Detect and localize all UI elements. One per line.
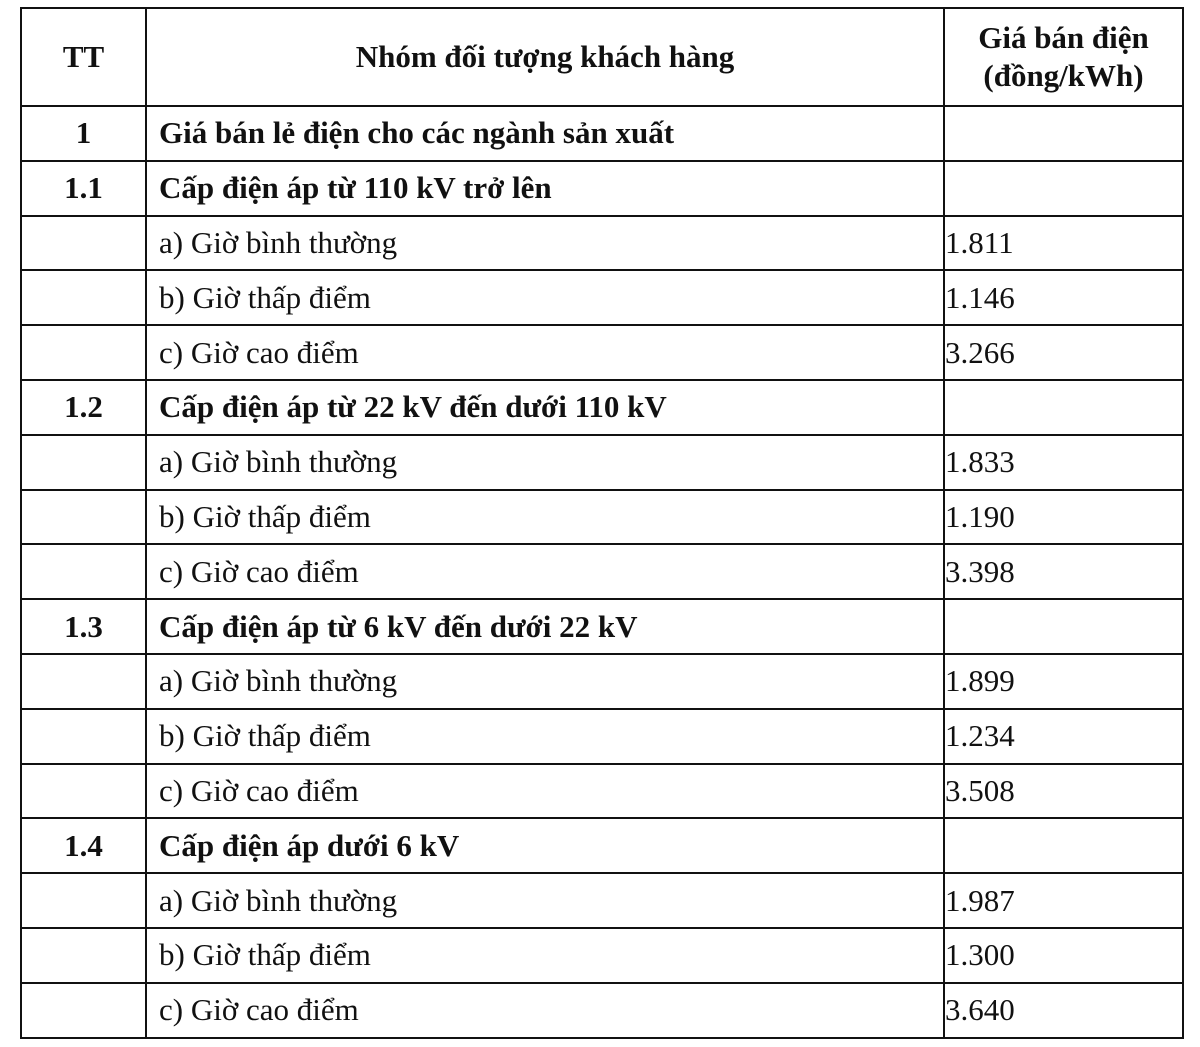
row-price: 1.899: [944, 654, 1183, 709]
table-row: [21, 983, 1183, 1038]
table-row: [21, 216, 1183, 271]
row-name: Cấp điện áp dưới 6 kV: [146, 818, 944, 873]
row-tt: 1: [21, 106, 146, 161]
table-row: [21, 709, 1183, 764]
row-name: c) Giờ cao điểm: [146, 764, 944, 819]
row-name: b) Giờ thấp điểm: [146, 490, 944, 545]
row-name: a) Giờ bình thường: [146, 873, 944, 928]
table-row: [21, 106, 1183, 161]
row-price: [944, 380, 1183, 435]
row-name: b) Giờ thấp điểm: [146, 928, 944, 983]
table-row: [21, 654, 1183, 709]
row-tt: [21, 490, 146, 545]
table-row: [21, 435, 1183, 490]
header-price: [944, 8, 1183, 106]
row-name: b) Giờ thấp điểm: [146, 270, 944, 325]
table-row: [21, 599, 1183, 654]
row-tt: 1.3: [21, 599, 146, 654]
row-tt: [21, 928, 146, 983]
table-row: [21, 380, 1183, 435]
table-row: [21, 928, 1183, 983]
row-price: 1.833: [944, 435, 1183, 490]
row-name: a) Giờ bình thường: [146, 216, 944, 271]
row-name: b) Giờ thấp điểm: [146, 709, 944, 764]
row-price: 3.508: [944, 764, 1183, 819]
table-row: [21, 873, 1183, 928]
row-name: Cấp điện áp từ 6 kV đến dưới 22 kV: [146, 599, 944, 654]
row-name: a) Giờ bình thường: [146, 654, 944, 709]
row-price: [944, 161, 1183, 216]
table-row: [21, 490, 1183, 545]
row-price: 1.234: [944, 709, 1183, 764]
row-price: 1.146: [944, 270, 1183, 325]
header-tt: TT: [21, 8, 146, 106]
row-price: 1.190: [944, 490, 1183, 545]
table-row: [21, 544, 1183, 599]
row-name: Cấp điện áp từ 22 kV đến dưới 110 kV: [146, 380, 944, 435]
header-price-line2: (đồng/kWh): [983, 58, 1144, 93]
row-tt: [21, 216, 146, 271]
row-name: Cấp điện áp từ 110 kV trở lên: [146, 161, 944, 216]
table-row: [21, 270, 1183, 325]
row-name: c) Giờ cao điểm: [146, 544, 944, 599]
row-price: 3.266: [944, 325, 1183, 380]
row-tt: 1.1: [21, 161, 146, 216]
header-row: [21, 8, 1183, 106]
row-price: 3.398: [944, 544, 1183, 599]
row-price: [944, 818, 1183, 873]
row-price: 1.300: [944, 928, 1183, 983]
row-tt: [21, 654, 146, 709]
header-price-line1: Giá bán điện: [978, 20, 1149, 55]
row-name: c) Giờ cao điểm: [146, 325, 944, 380]
row-tt: 1.4: [21, 818, 146, 873]
row-tt: [21, 764, 146, 819]
row-tt: [21, 544, 146, 599]
table-row: [21, 325, 1183, 380]
row-tt: [21, 873, 146, 928]
row-tt: [21, 270, 146, 325]
row-tt: [21, 983, 146, 1038]
table-row: [21, 161, 1183, 216]
row-price: 3.640: [944, 983, 1183, 1038]
table-row: [21, 764, 1183, 819]
row-tt: [21, 325, 146, 380]
row-name: c) Giờ cao điểm: [146, 983, 944, 1038]
row-name: Giá bán lẻ điện cho các ngành sản xuất: [146, 106, 944, 161]
table-row: [21, 818, 1183, 873]
row-tt: [21, 709, 146, 764]
row-name: a) Giờ bình thường: [146, 435, 944, 490]
row-price: [944, 599, 1183, 654]
row-tt: [21, 435, 146, 490]
row-price: [944, 106, 1183, 161]
electricity-price-table: [20, 7, 1184, 1039]
row-tt: 1.2: [21, 380, 146, 435]
row-price: 1.987: [944, 873, 1183, 928]
header-customer-group: Nhóm đối tượng khách hàng: [146, 8, 944, 106]
row-price: 1.811: [944, 216, 1183, 271]
